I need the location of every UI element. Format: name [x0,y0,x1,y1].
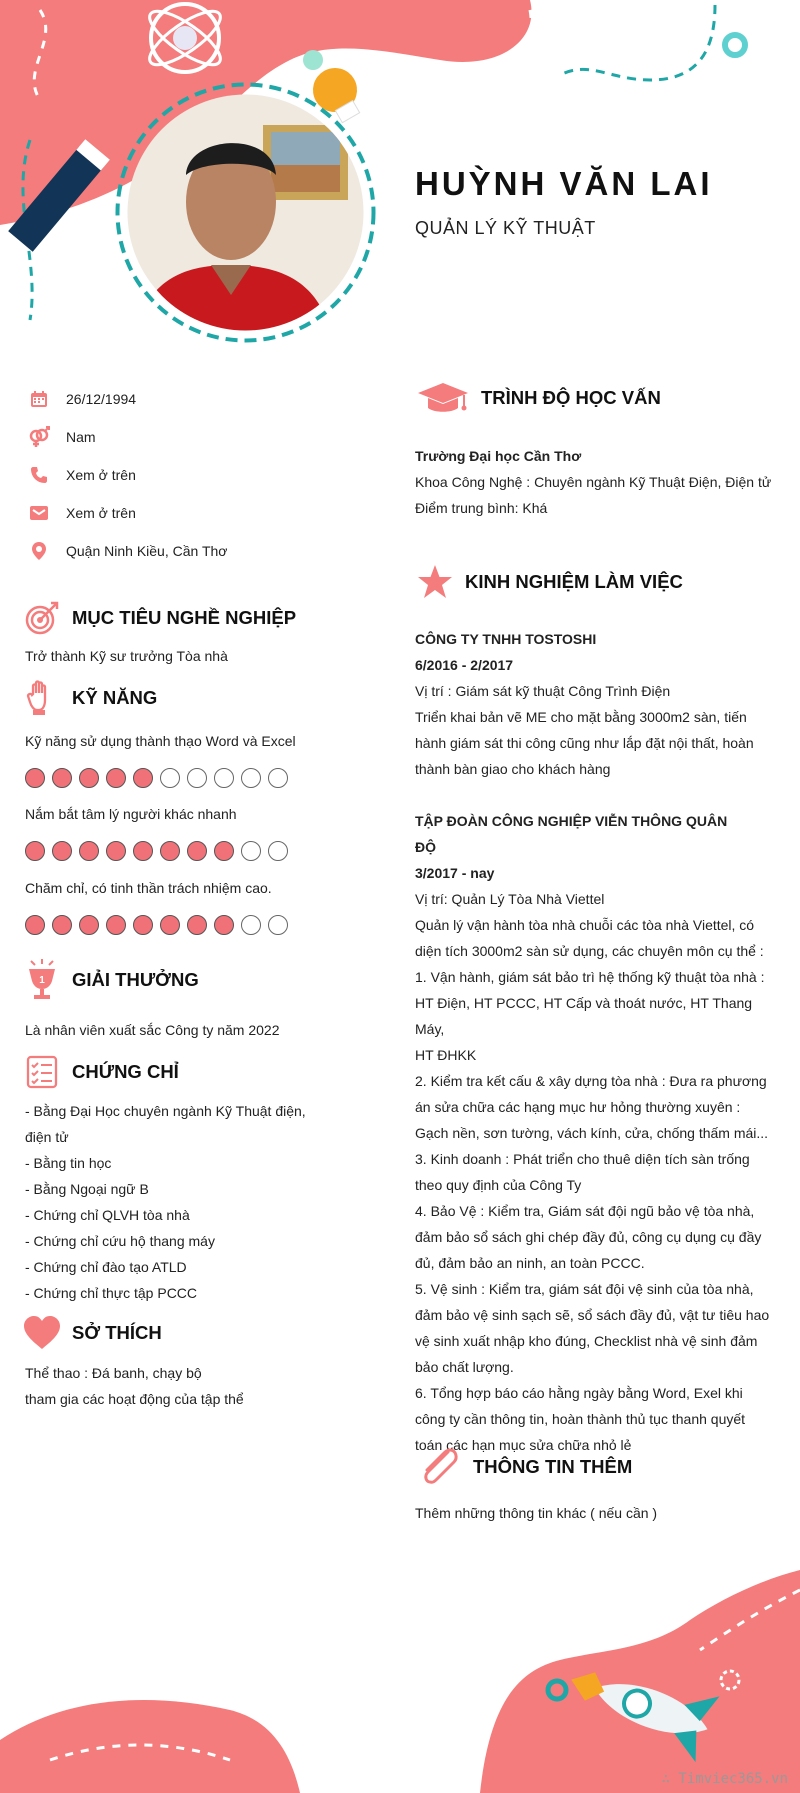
job-1-period: 6/2016 - 2/2017 [415,657,514,673]
star-icon [415,562,455,602]
rating-dot-filled [187,915,207,935]
address-text: Quận Ninh Kiều, Cần Thơ [66,543,228,559]
birthday-text: 26/12/1994 [66,391,137,407]
experience-heading [415,562,683,602]
rating-dot-empty [268,915,288,935]
job-2-line: án sửa chữa các hạng mục hư hỏng thường xuyên : [415,1099,741,1115]
job-1-line: hành giám sát thi công cũng như lắp đặt nội thất, hoàn [415,735,754,751]
rating-dot-filled [79,768,99,788]
skill-2-rating [25,841,288,861]
calendar-icon [28,388,50,410]
skill-1-label: Kỹ năng sử dụng thành thạo Word và Excel [25,733,296,749]
education-details [415,443,771,521]
rating-dot-filled [133,768,153,788]
job-2-line: công ty cần thông tin, hoàn thành thủ tục thanh quyết [415,1411,746,1427]
graduation-cap-icon [415,378,471,418]
skill-3-rating [25,915,288,935]
job-2-line: Quản lý vận hành tòa nhà chuỗi các tòa nhà Viettel, có [415,917,755,933]
skill-2-label: Nắm bắt tâm lý người khác nhanh [25,806,237,822]
hand-icon [22,678,62,718]
heart-icon [22,1313,62,1353]
rating-dot-empty [241,841,261,861]
contact-address [28,540,227,562]
hobby-line: Thể thao : Đá banh, chạy bộ [25,1365,202,1381]
certificates-heading-text: CHỨNG CHỈ [72,1061,179,1082]
rating-dot-empty [241,768,261,788]
extra-heading [415,1447,632,1487]
avatar [113,80,378,345]
job-1-line: Vị trí : Giám sát kỹ thuật Công Trình Điện [415,683,671,699]
skill-3-label: Chăm chỉ, có tinh thần trách nhiệm cao. [25,880,272,896]
phone-icon [28,464,50,486]
job-1-company: CÔNG TY TNHH TOSTOSHI [415,631,597,647]
certificates-heading [22,1052,179,1092]
job-2-line: Gạch nền, sơn tường, vách kính, cửa, chống thấm mái... [415,1125,769,1141]
cert-line: - Chứng chỉ QLVH tòa nhà [25,1207,190,1223]
job-2-line: HT Điện, HT PCCC, HT Cấp và thoát nước, HT Thang Máy, [415,995,753,1037]
job-2-line: 2. Kiểm tra kết cấu & xây dựng tòa nhà : Đưa ra phương [415,1073,767,1089]
email-text: Xem ở trên [66,505,136,521]
job-2-line: đảm bảo sổ sách ghi chép đầy đủ, công cụ dụng cụ đầy [415,1229,762,1245]
rating-dot-filled [214,841,234,861]
gender-icon [28,426,50,448]
contact-email [28,502,136,524]
rating-dot-filled [133,915,153,935]
education-line: Điểm trung bình: Khá [415,500,548,516]
rating-dot-filled [52,915,72,935]
cert-line: điện tử [25,1129,69,1145]
rating-dot-empty [268,841,288,861]
awards-text: Là nhân viên xuất sắc Công ty năm 2022 [25,1022,280,1038]
svg-text:1: 1 [39,975,45,986]
rating-dot-filled [25,768,45,788]
experience-heading-text: KINH NGHIỆM LÀM VIỆC [465,571,683,592]
phone-text: Xem ở trên [66,467,136,483]
skill-1-rating [25,768,288,788]
contact-birthday [28,388,136,410]
rating-dot-empty [241,915,261,935]
cert-line: - Chứng chỉ cứu hộ thang máy [25,1233,215,1249]
cert-line: - Chứng chỉ đào tạo ATLD [25,1259,187,1275]
job-2-line: HT ĐHKK [415,1047,477,1063]
job-title: QUẢN LÝ KỸ THUẬT [415,218,596,238]
job-2-company: TẬP ĐOÀN CÔNG NGHIỆP VIỄN THÔNG QUÂN [415,813,728,829]
objective-text: Trở thành Kỹ sư trưởng Tòa nhà [25,648,228,664]
awards-heading-text: GIẢI THƯỞNG [72,969,199,990]
cert-line: - Bằng Đại Học chuyên ngành Kỹ Thuật điện, [25,1103,306,1119]
skills-heading [22,678,157,718]
job-2-company-cont: ĐỘ [415,839,436,855]
rating-dot-empty [214,768,234,788]
objective-heading [22,598,296,638]
job-2-line: 1. Vận hành, giám sát bảo trì hệ thống kỹ thuật tòa nhà : [415,969,765,985]
job-2-line: vệ sinh xuất nhập kho đúng, Checklist nhà vệ sinh đảm [415,1333,758,1349]
cert-line: - Bằng Ngoại ngữ B [25,1181,149,1197]
rating-dot-filled [106,915,126,935]
rating-dot-filled [25,841,45,861]
rating-dot-filled [160,841,180,861]
job-2-line: Vị trí: Quản Lý Tòa Nhà Viettel [415,891,605,907]
job-2-line: 6. Tổng hợp báo cáo hằng ngày bằng Word, Exel khi [415,1385,743,1401]
hobby-line: tham gia các hoạt động của tập thể [25,1391,244,1407]
job-2-line: đảm bảo vệ sinh sạch sẽ, sổ sách đầy đủ, vật tư tiêu hao [415,1307,770,1323]
job-1-line: thành bàn giao cho khách hàng [415,761,611,777]
education-line: Khoa Công Nghệ : Chuyên ngành Kỹ Thuật Điện, Điện tử [415,474,772,490]
rating-dot-filled [52,841,72,861]
job-2-line: bảo chất lượng. [415,1359,514,1375]
cert-line: - Bằng tin học [25,1155,112,1171]
hobbies-list [25,1360,244,1412]
job-2-period: 3/2017 - nay [415,865,495,881]
hobbies-heading-text: SỞ THÍCH [72,1322,162,1343]
job-1 [415,626,775,782]
job-2-line: 5. Vệ sinh : Kiểm tra, giám sát đội vệ sinh của tòa nhà, [415,1281,754,1297]
rating-dot-empty [268,768,288,788]
rating-dot-filled [214,915,234,935]
awards-heading [22,960,199,1000]
job-2-line: 3. Kinh doanh : Phát triển cho thuê diện tích sàn trống [415,1151,750,1167]
education-heading [415,378,661,418]
extra-heading-text: THÔNG TIN THÊM [473,1456,633,1477]
rating-dot-filled [79,915,99,935]
hobbies-heading [22,1313,162,1353]
job-1-line: Triển khai bản vẽ ME cho mặt bằng 3000m2 sàn, tiến [415,709,747,725]
gender-text: Nam [66,429,96,445]
job-2 [415,808,785,1458]
rating-dot-empty [160,768,180,788]
education-school: Trường Đại học Cần Thơ [415,448,582,464]
trophy-icon [22,960,62,1000]
rating-dot-filled [25,915,45,935]
job-2-description [415,886,785,1458]
rating-dot-filled [106,841,126,861]
rating-dot-empty [187,768,207,788]
contact-phone [28,464,136,486]
objective-heading-text: MỤC TIÊU NGHỀ NGHIỆP [72,607,297,628]
full-name: HUỲNH VĂN LAI [415,165,713,202]
job-2-line: diện tích 3000m2 sàn sử dụng, các chuyên môn cụ thể : [415,943,764,959]
skills-heading-text: KỸ NĂNG [72,687,158,708]
rating-dot-filled [187,841,207,861]
rating-dot-filled [160,915,180,935]
certificates-list [25,1098,320,1306]
rating-dot-filled [133,841,153,861]
job-2-line: theo quy định của Công Ty [415,1177,582,1193]
paperclip-icon [415,1447,463,1487]
rating-dot-filled [79,841,99,861]
job-2-line: toán các hạn mục sửa chữa nhỏ lẻ [415,1437,632,1453]
checklist-icon [22,1052,62,1092]
cert-line: - Chứng chỉ thực tập PCCC [25,1285,198,1301]
watermark: ∴ Timviec365.vn [661,1771,788,1787]
extra-text: Thêm những thông tin khác ( nếu cần ) [415,1505,658,1521]
job-2-line: 4. Bảo Vệ : Kiểm tra, Giám sát đội ngũ bảo vệ tòa nhà, [415,1203,755,1219]
target-icon [22,598,62,638]
rating-dot-filled [52,768,72,788]
location-pin-icon [28,540,50,562]
contact-gender [28,426,96,448]
job-2-line: đủ, đảm bảo an ninh, an toàn PCCC. [415,1255,645,1271]
rating-dot-filled [106,768,126,788]
education-heading-text: TRÌNH ĐỘ HỌC VẤN [481,387,661,408]
email-icon [28,502,50,524]
